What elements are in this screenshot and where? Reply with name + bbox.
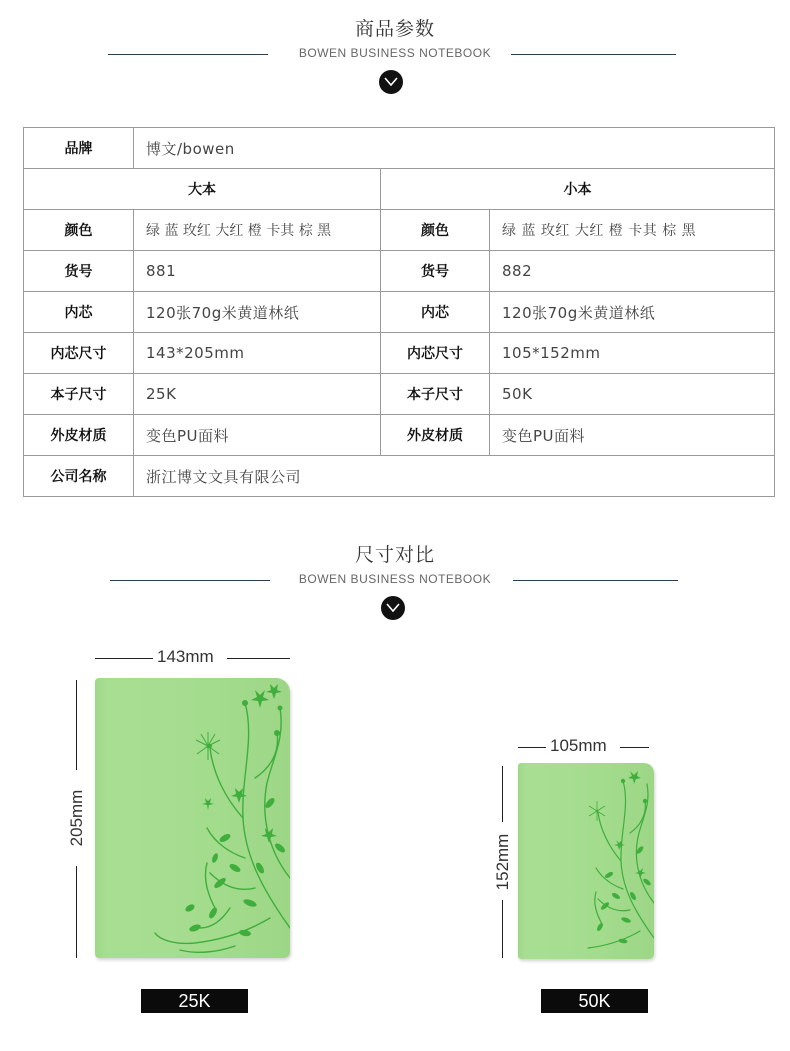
company-value: 浙江博文文具有限公司 [134,456,775,497]
table-row [24,210,775,251]
table-row [24,415,775,456]
section-header-params [0,14,790,65]
size-badge-large: 25K [141,989,248,1013]
row-label: 颜色 [381,210,490,251]
small-value: 105*152mm [490,333,775,374]
table-row [24,128,775,169]
large-value: 143*205mm [134,333,381,374]
small-value: 绿 蓝 玫红 大红 橙 卡其 棕 黑 [490,210,775,251]
row-label: 内芯 [381,292,490,333]
large-value: 881 [134,251,381,292]
large-value: 绿 蓝 玫红 大红 橙 卡其 棕 黑 [134,210,381,251]
table-row [24,333,775,374]
small-width-label: 105mm [550,736,607,755]
table-row [24,169,775,210]
row-label: 货号 [381,251,490,292]
row-label: 本子尺寸 [381,374,490,415]
large-value: 120张70g米黄道林纸 [134,292,381,333]
small-notebook-image [518,763,654,959]
row-label: 内芯 [24,292,134,333]
size-badge-small: 50K [541,989,648,1013]
small-width-dimension [518,736,649,755]
row-label: 外皮材质 [24,415,134,456]
company-label: 公司名称 [24,456,134,497]
chevron-down-icon [381,596,405,620]
row-label: 内芯尺寸 [24,333,134,374]
row-label: 外皮材质 [381,415,490,456]
small-value: 50K [490,374,775,415]
table-row [24,456,775,497]
table-row [24,251,775,292]
large-notebook-image [95,678,290,958]
table-row [24,374,775,415]
large-width-label: 143mm [157,647,214,666]
large-value: 25K [134,374,381,415]
table-row [24,292,775,333]
brand-value: 博文/bowen [134,128,775,169]
column-header-large: 大本 [24,169,381,210]
section-header-compare [0,540,790,591]
large-height-dimension [67,680,87,958]
chevron-down-icon [379,70,403,94]
section-title: 商品参数 [354,18,435,40]
row-label: 货号 [24,251,134,292]
row-label: 颜色 [24,210,134,251]
large-value: 变色PU面料 [134,415,381,456]
small-value: 882 [490,251,775,292]
floral-pattern-icon [518,763,654,959]
large-width-dimension [95,647,290,666]
small-value: 120张70g米黄道林纸 [490,292,775,333]
column-header-small: 小本 [381,169,775,210]
spec-table [23,127,775,497]
rule-right [511,54,676,55]
floral-pattern-icon [95,678,290,958]
row-label: 本子尺寸 [24,374,134,415]
rule-right [513,580,678,581]
small-value: 变色PU面料 [490,415,775,456]
section-subtitle: BOWEN BUSINESS NOTEBOOK [298,46,492,60]
small-height-dimension [493,766,513,958]
row-label: 内芯尺寸 [381,333,490,374]
section-subtitle: BOWEN BUSINESS NOTEBOOK [298,572,492,586]
section-title: 尺寸对比 [354,544,435,566]
small-height-label: 152mm [493,833,512,891]
large-height-label: 205mm [67,789,86,847]
brand-label: 品牌 [24,128,134,169]
